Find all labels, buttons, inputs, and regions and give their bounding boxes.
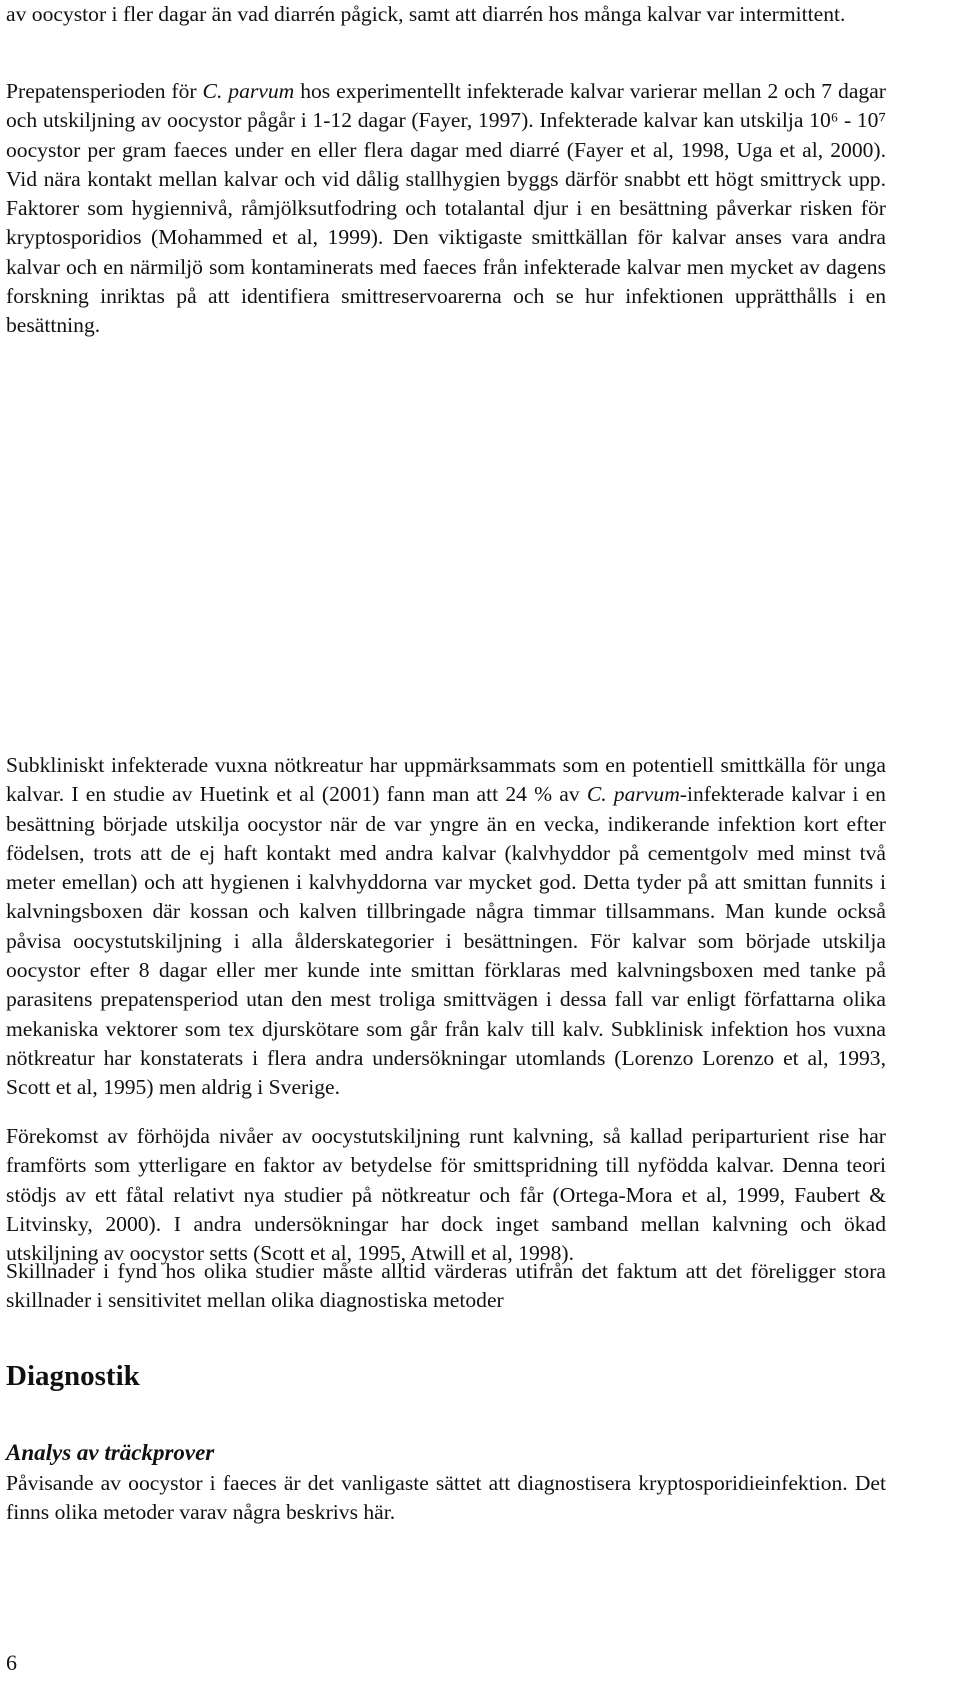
paragraph-diagnostic-differences bbox=[6, 1257, 886, 1316]
paragraph-text: Prepatensperioden för bbox=[6, 79, 203, 103]
paragraph-text: hos experimentellt infekterade kalvar varierar mellan 2 och 7 dagar och utskiljning av oocystor pågår i 1-12 dagar (Fayer, 1997). Infekterade kalvar kan utskilja 10⁶ - 10⁷ oocystor per gram faeces under en eller flera dagar med diarré (Fayer et al, 1998, Uga et al, 2000). Vid nära kontakt mellan kalvar och vid dålig stallhygien byggs därför snabbt ett högt smittryck upp. Faktorer som hygiennivå, råmjölksutfodring och totalantal djur i en besättning påverkar risken för kryptosporidios (Mohammed et al, 1999). Den viktigaste smittkällan för kalvar anses vara andra kalvar och en närmiljö som kontaminerats med faeces från infekterade kalvar men mycket av dagens forskning inriktas på att identifiera smittreservoarerna och se hur infektionen upprätthålls i en besättning. bbox=[6, 79, 886, 338]
page-number: 6 bbox=[6, 1650, 17, 1675]
paragraph-text: av oocystor i fler dagar än vad diarrén pågick, samt att diarrén hos många kalvar var intermittent. bbox=[6, 2, 846, 26]
paragraph-prepatent-period bbox=[6, 77, 886, 341]
paragraph-text: Påvisande av oocystor i faeces är det vanligaste sättet att diagnostisera kryptosporidieinfektion. Det finns olika metoder varav några beskrivs här. bbox=[6, 1471, 886, 1525]
paragraph-text: Subkliniskt infekterade vuxna nötkreatur har uppmärksammats som en potentiell smittkälla för unga kalvar. I en studie av Huetink et al (2001) fann man att 24 % av bbox=[6, 753, 886, 807]
paragraph-text: Förekomst av förhöjda nivåer av oocystutskiljning runt kalvning, så kallad periparturient rise har framförts som ytterligare en faktor av betydelse för smittspridning till nyfödda kalvar. Denna teori stödjs av ett fåtal relativt nya studier på nötkreatur och får (Ortega-Mora et al, 1999, Faubert & Litvinsky, 2000). I andra undersökningar har dock inget samband mellan kalvning och ökad utskiljning av oocystor setts (Scott et al, 1995, Atwill et al, 1998). bbox=[6, 1124, 886, 1266]
paragraph-text: -infekterade kalvar i en besättning började utskilja oocystor när de var yngre än en vecka, indikerande infektion kort efter födelsen, trots att de ej haft kontakt med andra kalvar (kalvhyddor på cementgolv med minst två meter emellan) och att hygienen i kalvhyddorna var mycket god. Detta tyder på att smittan funnits i kalvningsboxen där kossan och kalven tillbringade några timmar tillsammans. Man kunde också påvisa oocystutskiljning i alla ålderskategorier i besättningen. För kalvar som började utskilja oocystor efter 8 dagar eller mer kunde inte smittan förklaras med kalvningsboxen med tanke på parasitens prepatensperiod utan den mest troliga smittvägen i dessa fall var enligt författarna olika mekaniska vektorer som tex djurskötare som går från kalv till kalv. Subklinisk infektion hos vuxna nötkreatur har konstaterats i flera andra undersökningar utomlands (Lorenzo Lorenzo et al, 1993, Scott et al, 1995) men aldrig i Sverige. bbox=[6, 782, 886, 1100]
paragraph-subclinical-adults bbox=[6, 751, 886, 1103]
paragraph-text: Skillnader i fynd hos olika studier måste alltid värderas utifrån det faktum att det föreligger stora skillnader i sensitivitet mellan olika diagnostiska metoder bbox=[6, 1259, 886, 1313]
subsection-heading: Analys av träckprover bbox=[6, 1440, 215, 1465]
section-heading: Diagnostik bbox=[6, 1360, 140, 1392]
paragraph-periparturient-rise bbox=[6, 1122, 886, 1268]
paragraph-fecal-analysis bbox=[6, 1469, 886, 1528]
species-name: C. parvum bbox=[202, 79, 295, 103]
paragraph-intermittent-diarrhea bbox=[6, 0, 886, 29]
species-name: C. parvum bbox=[586, 782, 680, 807]
